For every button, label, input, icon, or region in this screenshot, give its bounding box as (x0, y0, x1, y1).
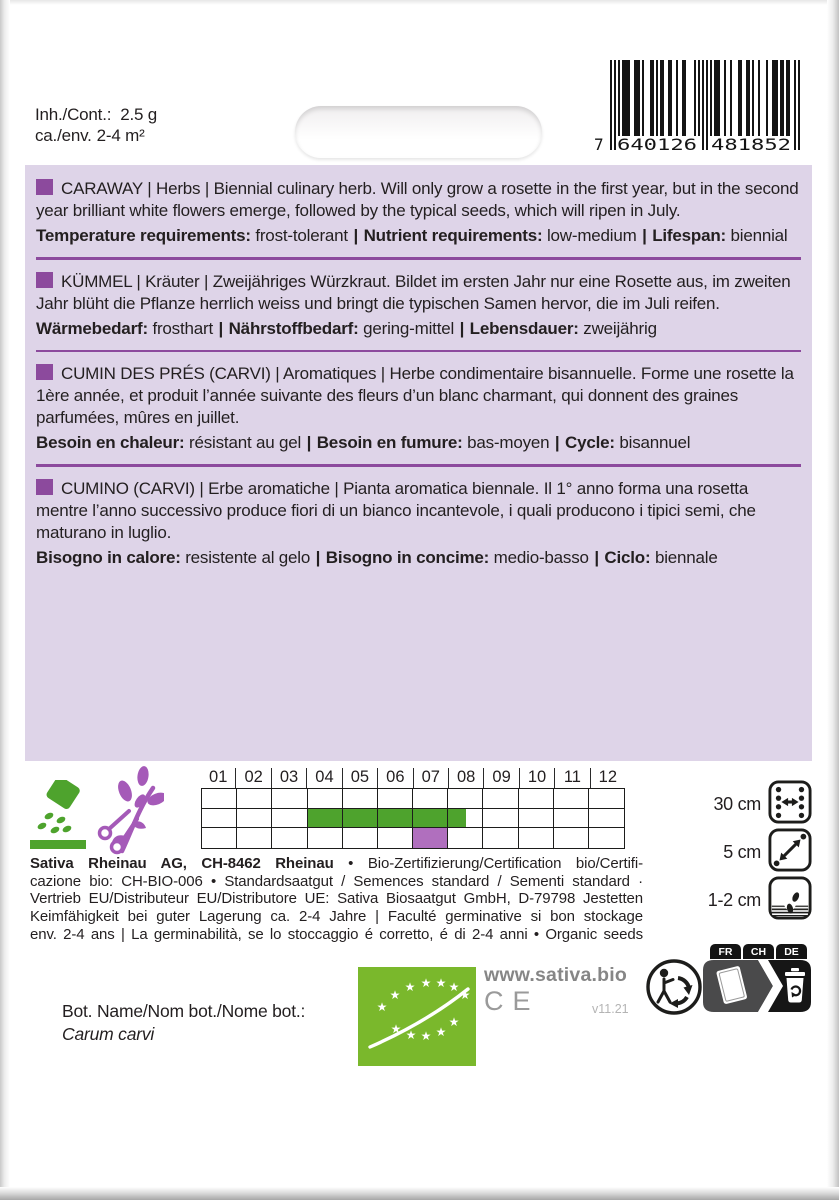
botanical-name (62, 1000, 305, 1046)
calendar-cell (202, 809, 237, 829)
svg-text:★: ★ (404, 980, 416, 994)
calendar-cell (308, 809, 343, 829)
area-label: ca./env. (35, 126, 92, 145)
calendar-cell (554, 809, 589, 829)
calendar-cell (554, 789, 589, 809)
calendar-month-label: 07 (414, 768, 449, 788)
svg-text:★: ★ (405, 1028, 417, 1042)
sowing-icon (30, 780, 92, 863)
calendar-cell (378, 828, 413, 848)
section-bullet (36, 179, 53, 195)
svg-text:★: ★ (459, 988, 471, 1002)
calendar-month-label: 10 (520, 768, 555, 788)
spacing-info (698, 782, 812, 926)
calendar-month-label: 12 (598, 768, 618, 786)
calendar-month-label: 06 (378, 768, 413, 788)
calendar-cells (202, 789, 624, 848)
packaging-recycling-label (702, 944, 812, 1018)
calendar-cell (378, 789, 413, 809)
spec-value: frosthart (152, 318, 213, 338)
spec-separator: | (214, 318, 228, 338)
row-spacing-icon (768, 780, 812, 829)
calendar-cell (483, 828, 518, 848)
lang-block-de (36, 271, 801, 340)
calendar-cell (589, 789, 624, 809)
calendar-month-label: 11 (555, 768, 590, 788)
calendar-cell (519, 828, 554, 848)
calendar-month-label: 08 (449, 768, 484, 788)
calendar-cell (483, 789, 518, 809)
svg-text:7: 7 (594, 135, 604, 154)
spec-value: bisannuel (619, 433, 691, 452)
calendar-month-label: 03 (272, 768, 307, 788)
footer-line: Keimfähigkeit bei guter Lagerung ca. 2-4 Jahre | Faculté germinative si bon stockage (30, 908, 643, 926)
calendar-cell (202, 828, 237, 848)
footer-line: Vertrieb EU/Distributeur EU/Distributore UE: Sativa Biosaatgut GmbH, D-79798 Jestetten (30, 890, 643, 908)
packet-top-edge (0, 0, 839, 5)
certification-text: Sativa Rheinau AG, CH-8462 Rheinau • Bio-Zertifizierung/Certification bio/Certifi- cazione bio: CH-BIO-006 • Standardsaatgut / Semences standard / Sementi standard · Vertrieb EU/Distributeur EU/Distributore UE: Sativa Biosaatgut GmbH, D-79798 Jestetten Keimfähigkeit bei guter Lagerung ca. 2-4 Jahre | Faculté germinative si bon stockage env. 2-4 ans | La germinabilità, se lo stoccaggio é corretto, é di 2-4 anni • Organic seeds (30, 855, 643, 943)
calendar-cell (308, 789, 343, 809)
spec-label: Temperature requirements: (36, 226, 256, 245)
botanical-name-label: Bot. Name/Nom bot./Nome bot.: (62, 1001, 306, 1021)
calendar-cell (519, 789, 554, 809)
calendar-month-label: 02 (236, 768, 271, 788)
calendar-cell (237, 789, 272, 809)
sowing-depth (698, 878, 812, 922)
svg-text:★: ★ (448, 1015, 460, 1029)
spec-line (36, 225, 801, 247)
plant-distance-label: 5 cm (723, 841, 761, 862)
lang-block-en (36, 178, 801, 247)
calendar-cell (237, 828, 272, 848)
eu-organic-logo (358, 967, 476, 1066)
svg-text:481852: 481852 (711, 135, 791, 154)
spec-label: Lebensdauer: (469, 318, 584, 338)
spec-value: frost-tolerant (255, 226, 348, 245)
content-value: 2.5 g (120, 105, 158, 124)
spec-label: Besoin en chaleur: (36, 433, 190, 452)
calendar-month-label: 01 (201, 768, 236, 788)
spec-separator: | (589, 547, 604, 567)
sowing-depth-icon (768, 876, 812, 925)
packet-right-edge (827, 0, 839, 1200)
calendar-cell (483, 809, 518, 829)
spec-label: Bisogno in concime: (325, 547, 494, 567)
calendar-month-label: 04 (307, 768, 342, 788)
lang-block-fr (36, 363, 801, 454)
crop-name: KÜMMEL (61, 271, 132, 291)
spec-value: biennale (654, 547, 718, 567)
svg-text:★: ★ (420, 1029, 432, 1043)
packet-left-edge (0, 0, 10, 1200)
spec-label: Bisogno in calore: (36, 547, 186, 567)
info-panel (25, 165, 812, 761)
spec-label: Besoin en fumure: (316, 433, 468, 452)
spec-value: biennial (730, 226, 788, 245)
svg-text:640126: 640126 (617, 135, 697, 154)
crop-description: | Aromatiques | Herbe condimentaire bisannuelle. Forme une rosette la 1ère année, et produit l’année suivante des fleurs d’un blanc charmant, qui donnent des graines parfumées, mûres en juillet. (36, 364, 794, 427)
triman-recycling-icon (645, 958, 703, 1021)
spec-separator: | (455, 318, 469, 338)
crop-name: CUMIN DES PRÉS (CARVI) (61, 364, 271, 383)
euro-hang-hole (295, 106, 542, 158)
content-info (35, 104, 157, 146)
plant-spacing-icon (768, 828, 812, 877)
calendar-cell (448, 789, 483, 809)
calendar-cell (343, 809, 378, 829)
section-bullet (36, 364, 53, 380)
crop-name: CARAWAY (61, 179, 143, 198)
spec-label: Nutrient requirements: (363, 226, 547, 245)
crop-description: | Herbs | Biennial culinary herb. Will only grow a rosette in the first year, but in the second year brilliant white flowers emerge, followed by the typical seeds, which will ripen in July. (36, 179, 799, 220)
lang-blocks (36, 178, 801, 569)
spec-line (36, 547, 801, 569)
calendar-cell (343, 828, 378, 848)
svg-text:★: ★ (390, 1022, 402, 1036)
calendar-cell (554, 828, 589, 848)
spec-value: zweijährig (583, 318, 657, 338)
lang-block-it (36, 478, 801, 569)
sowing-depth-label: 1-2 cm (707, 889, 761, 910)
spec-separator: | (302, 433, 316, 452)
calendar-cell (343, 789, 378, 809)
row-distance-label: 30 cm (713, 793, 761, 814)
calendar-cell (378, 809, 413, 829)
spec-label: Nährstoffbedarf: (228, 318, 364, 338)
calendar-month-label: 09 (484, 768, 519, 788)
spec-value: bas-moyen (467, 433, 550, 452)
spec-label: Cycle: (565, 433, 620, 452)
company-name: Sativa Rheinau AG, CH-8462 Rheinau (30, 855, 334, 872)
crop-description: | Kräuter | Zweijähriges Würzkraut. Bildet im ersten Jahr nur eine Rosette aus, im zweiten Jahr blüht die Pflanze herrlich weiss und bringt die typischen Samen hervor, die im Juli reifen. (36, 271, 791, 313)
footer-line: env. 2-4 ans | La germinabilità, se lo stoccaggio é corretto, é di 2-4 anni • Organic seeds (30, 925, 643, 943)
version-label: v11.21 (592, 1002, 629, 1016)
area-value: 2-4 m² (96, 126, 145, 145)
spec-value: medio-basso (493, 547, 589, 567)
calendar-cell (448, 828, 483, 848)
spec-label: Ciclo: (604, 547, 655, 567)
calendar-month-label: 05 (343, 768, 378, 788)
svg-text:★: ★ (389, 988, 401, 1002)
crop-description: | Erbe aromatiche | Pianta aromatica biennale. Il 1° anno forma una rosetta mentre l’anno successivo produce fiori di un bianco incantevole, i quali producono i tipici semi, che maturano in luglio. (36, 478, 756, 542)
section-bullet (36, 479, 53, 495)
spec-label: Lifespan: (652, 226, 731, 245)
calendar-cell (308, 828, 343, 848)
spec-separator: | (348, 226, 363, 245)
ce-mark: CE (484, 986, 540, 1016)
recycling-country-tabs (710, 944, 812, 959)
sowing-calendar (201, 788, 625, 849)
harvest-scissors-icon (96, 766, 164, 861)
section-divider (36, 464, 801, 467)
calendar-cell (202, 789, 237, 809)
calendar-cell (519, 809, 554, 829)
calendar-cell (272, 828, 307, 848)
svg-text:★: ★ (420, 976, 432, 990)
plant-distance (698, 830, 812, 874)
country-tab-ch: CH (743, 944, 774, 959)
section-divider (36, 257, 801, 260)
svg-text:★: ★ (376, 1000, 388, 1014)
section-divider (36, 350, 801, 353)
content-label: Inh./Cont.: (35, 105, 112, 124)
country-tab-de: DE (776, 944, 807, 959)
spec-separator: | (550, 433, 565, 452)
country-tab-fr: FR (710, 944, 741, 959)
calendar-months (201, 768, 625, 788)
spec-value: résistant au gel (189, 433, 302, 452)
spec-separator: | (637, 226, 652, 245)
barcode (590, 60, 812, 162)
svg-text:★: ★ (435, 976, 447, 990)
svg-text:★: ★ (435, 1025, 447, 1039)
footer-line: cazione bio: CH-BIO-006 • Standardsaatgut / Semences standard / Sementi standard · (30, 872, 643, 890)
calendar-cell (448, 809, 483, 829)
calendar-cell (413, 809, 448, 829)
row-distance (698, 782, 812, 826)
spec-line (36, 432, 801, 454)
spec-value: low-medium (546, 226, 637, 245)
spec-label: Wärmebedarf: (36, 318, 153, 338)
spec-line (36, 318, 801, 340)
packet-bottom-shadow (0, 1187, 839, 1200)
website-url: www.sativa.bio (484, 964, 627, 986)
calendar-cell (589, 828, 624, 848)
spec-value: gering-mittel (363, 318, 455, 338)
calendar-cell (272, 809, 307, 829)
svg-text:★: ★ (448, 980, 460, 994)
calendar-cell (413, 828, 448, 848)
spec-value: resistente al gelo (185, 547, 311, 567)
calendar-cell (413, 789, 448, 809)
calendar-cell (589, 809, 624, 829)
botanical-name-value: Carum carvi (62, 1024, 155, 1044)
calendar-cell (237, 809, 272, 829)
paper-bin-icon (702, 959, 812, 1013)
calendar-cell (272, 789, 307, 809)
spec-separator: | (311, 547, 325, 567)
crop-name: CUMINO (CARVI) (61, 478, 195, 498)
section-bullet (36, 272, 53, 288)
